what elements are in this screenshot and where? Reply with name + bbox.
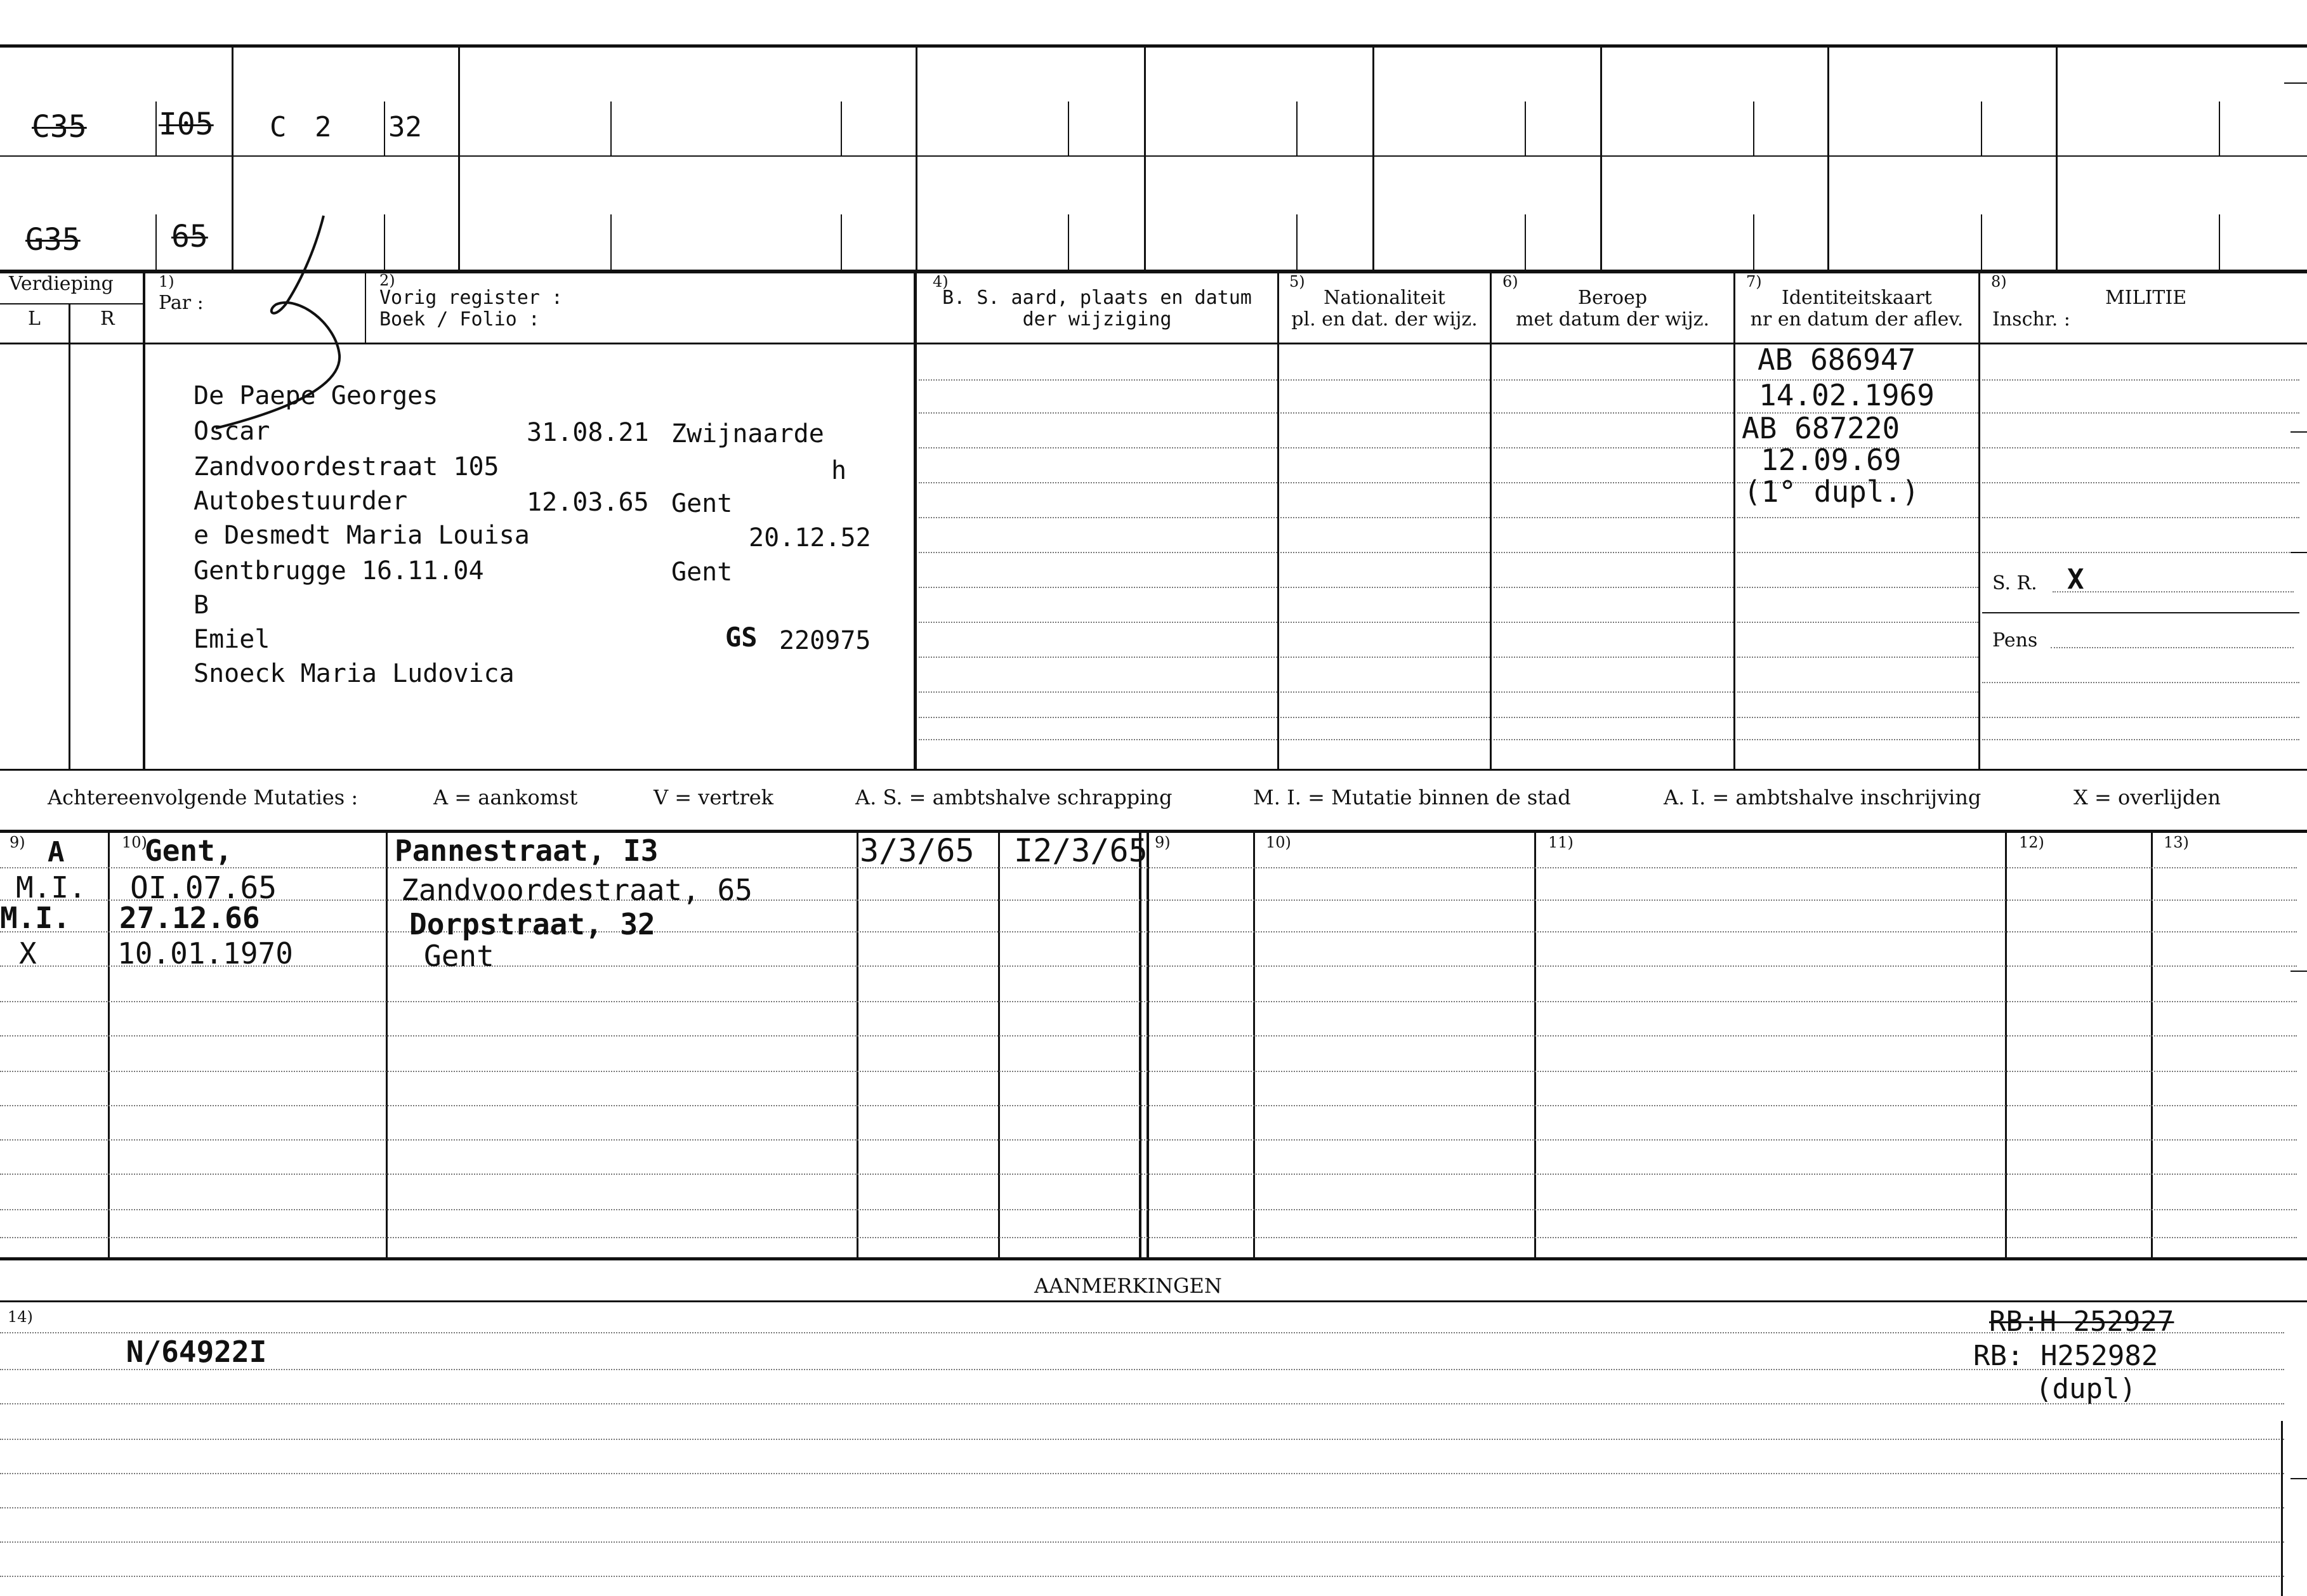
rb-old: RB:H 252927 (1989, 1305, 2174, 1338)
mut-note-10: 10) (122, 834, 147, 851)
mutation-row-1-date: Gent, (145, 834, 233, 868)
sr-label: S. R. (1992, 572, 2037, 594)
note-2: 2) (379, 271, 395, 289)
person-birthdate: 31.08.21 (527, 418, 649, 447)
id-header-line1: Identiteitskaart (1782, 287, 1932, 309)
par-label: Par : (159, 292, 204, 314)
remarks-code-prefix: N/64 (126, 1335, 197, 1369)
person-b: B (194, 591, 209, 620)
person-street-mark: h (831, 456, 847, 485)
rb-note: (dupl) (2035, 1373, 2136, 1405)
verdieping-label: Verdieping (9, 273, 114, 295)
gs-number: 220975 (779, 626, 871, 655)
signature-scribble (178, 209, 368, 463)
person-father: Emiel (194, 625, 270, 654)
person-spouse: e Desmedt Maria Louisa (194, 521, 530, 550)
person-occupation: Autobestuurder (194, 487, 408, 516)
legend-mi: M. I. = Mutatie binnen de stad (1253, 785, 1571, 809)
note-1: 1) (159, 273, 174, 291)
remarks-code (56, 1300, 266, 1403)
mutation-row-3-address: Dorpstraat, 32 (409, 907, 655, 941)
mut-note-9: 9) (10, 834, 25, 851)
inschr-label: Inschr. : (1992, 308, 2070, 330)
person-spouse-birth: Gentbrugge 16.11.04 (194, 556, 484, 585)
id-card-2-date: 12.09.69 (1761, 443, 1902, 477)
legend-title: Achtereenvolgende Mutaties : (48, 785, 358, 809)
mutation-row-2-type: M.I. (16, 870, 86, 905)
pens-label: Pens (1992, 629, 2038, 651)
vorig-register-label: Vorig register : (379, 287, 563, 309)
rb-new: RB: H252982 (1973, 1340, 2159, 1372)
id-card-1: AB 686947 (1758, 343, 1916, 377)
legend-ai: A. I. = ambtshalve inschrijving (1664, 785, 1982, 809)
note-8: 8) (1991, 273, 2007, 291)
note-5: 5) (1289, 273, 1305, 291)
legend-x: X = overlijden (2074, 785, 2221, 809)
id-card-note: (1° dupl.) (1744, 474, 1919, 509)
remarks-note-14: 14) (8, 1308, 33, 1326)
mut-note-10b: 10) (1266, 834, 1291, 851)
mut-note-11: 11) (1548, 834, 1574, 851)
mut-note-9b: 9) (1155, 834, 1171, 851)
id-card-2: AB 687220 (1742, 411, 1900, 445)
id-header-line2: nr en datum der aflev. (1750, 308, 1964, 330)
mut-note-13: 13) (2164, 834, 2189, 851)
person-spouse-date: 20.12.52 (749, 523, 871, 553)
militie-label: MILITIE (2105, 287, 2187, 309)
gs-label: GS (725, 622, 758, 653)
mutation-row-3-type: M.I. (0, 901, 70, 935)
legend-v: V = vertrek (654, 785, 774, 809)
note-6: 6) (1502, 273, 1518, 291)
beroep-header-line1: Beroep (1577, 287, 1648, 309)
person-occupation-place: Gent (671, 489, 733, 518)
person-mother: Snoeck Maria Ludovica (194, 659, 515, 688)
grid-code-65: 65 (171, 219, 208, 254)
person-occupation-date: 12.03.65 (527, 488, 649, 517)
grid-code-c2: C 2 (270, 111, 332, 143)
person-firstname: Oscar (194, 417, 270, 446)
note-4: 4) (933, 273, 949, 291)
mutation-row-4-type: X (19, 936, 37, 971)
remarks-code-tail: 22I (214, 1335, 267, 1369)
mutation-row-4-date: 10.01.1970 (117, 936, 293, 971)
person-birthplace: Zwijnaarde (671, 419, 824, 448)
mutation-row-1-d2: I2/3/65 (1014, 832, 1148, 869)
id-card-1-date: 14.02.1969 (1759, 378, 1935, 412)
grid-code-c35: C35 (32, 109, 87, 145)
boek-folio-label: Boek / Folio : (379, 308, 540, 330)
person-street: Zandvoordestraat 105 (194, 452, 499, 481)
remarks-title: AANMERKINGEN (1034, 1274, 1222, 1298)
note-7: 7) (1746, 273, 1762, 291)
nat-header-line1: Nationaliteit (1324, 287, 1445, 309)
l-label: L (28, 308, 41, 330)
grid-code-32: 32 (388, 111, 422, 143)
grid-code-g35: G35 (25, 222, 81, 258)
beroep-header-line2: met datum der wijz. (1516, 308, 1709, 330)
sr-mark: X (2067, 563, 2084, 596)
mutation-row-2-address: Zandvoordestraat, 65 (401, 873, 753, 907)
mutation-row-1-type: A (48, 836, 65, 868)
mutation-row-1-d1: 3/3/65 (860, 832, 975, 869)
person-name: De Paepe Georges (194, 381, 438, 410)
bs-header-line2: der wijziging (1022, 308, 1172, 330)
mut-note-12: 12) (2019, 834, 2044, 851)
legend-as: A. S. = ambtshalve schrapping (855, 785, 1173, 809)
remarks-code-overstrike: 9 (196, 1335, 214, 1369)
mutation-row-3-date: 27.12.66 (119, 901, 260, 935)
grid-code-105: I05 (159, 107, 214, 142)
legend-a: A = aankomst (433, 785, 578, 809)
nat-header-line2: pl. en dat. der wijz. (1291, 308, 1478, 330)
mutation-row-2-date: OI.07.65 (130, 870, 277, 906)
mutation-row-1-address: Pannestraat, I3 (395, 834, 659, 868)
person-spouse-place: Gent (671, 558, 733, 587)
mutation-row-4-address: Gent (424, 939, 494, 973)
r-label: R (100, 308, 115, 330)
bs-header-line1: B. S. aard, plaats en datum (942, 287, 1252, 309)
